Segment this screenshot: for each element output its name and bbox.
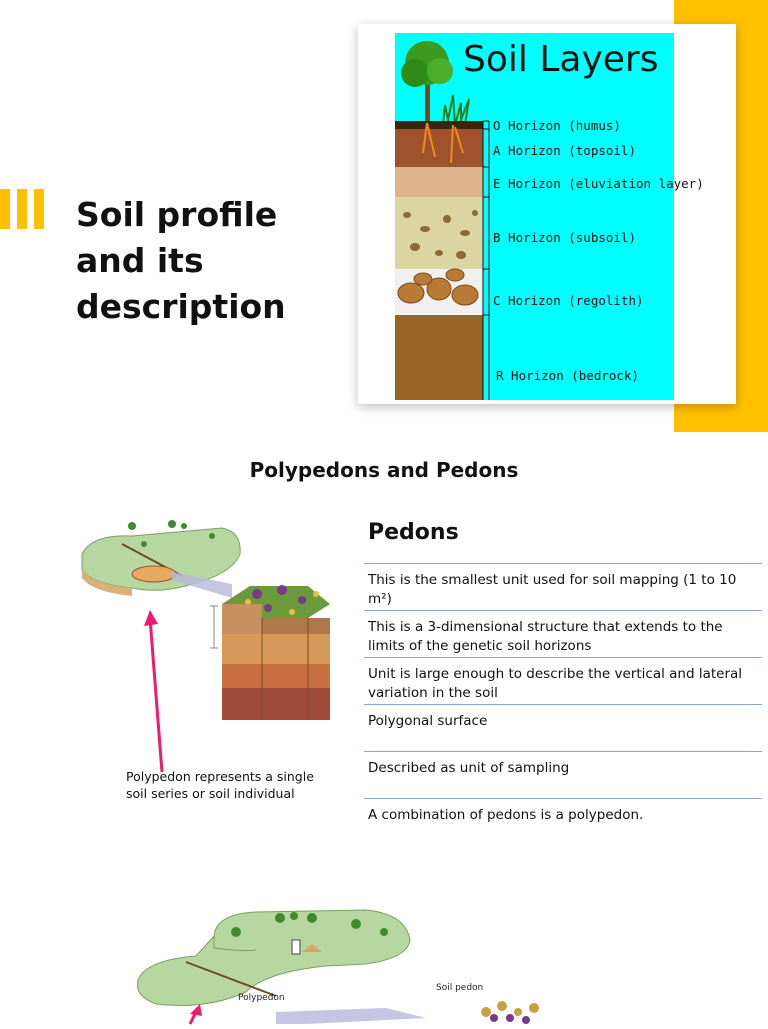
slide-title: Soil profile and its description	[76, 195, 286, 326]
polypedon-label: Polypedon	[238, 993, 285, 1003]
horizon-label-o: O Horizon (humus)	[493, 118, 621, 133]
soil-pedon-label: Soil pedon	[436, 983, 484, 993]
soil-profile-illustration	[395, 33, 674, 400]
pedons-heading: Pedons	[368, 520, 459, 545]
pedon-fact-row: Unit is large enough to describe the vertical and lateral variation in the soil	[364, 657, 762, 704]
soil-layers-figure	[358, 24, 736, 404]
polypedon-large-illustration	[126, 900, 546, 1024]
pedon-fact-row: Polygonal surface	[364, 704, 762, 751]
soil-layers-panel	[395, 33, 704, 400]
polypedon-caption: Polypedon represents a single soil series or soil individual	[126, 769, 314, 801]
pedon-fact-row: This is the smallest unit used for soil mapping (1 to 10 m²)	[364, 563, 762, 610]
horizon-label-e: E Horizon (eluviation layer)	[493, 176, 704, 191]
title-accent-bars	[0, 189, 48, 229]
polypedon-diagram-large	[126, 900, 546, 1024]
polypedon-diagram	[72, 514, 362, 726]
horizon-label-a: A Horizon (topsoil)	[493, 143, 636, 158]
section-title: Polypedons and Pedons	[249, 458, 519, 482]
polypedon-illustration	[72, 514, 362, 726]
pedon-fact-row: Described as unit of sampling	[364, 751, 762, 798]
pedon-fact-row: A combination of pedons is a polypedon.	[364, 798, 762, 845]
horizon-label-r: R Horizon (bedrock)	[496, 368, 639, 383]
soil-layers-heading: Soil Layers	[463, 39, 659, 80]
pedon-facts-table	[364, 563, 762, 845]
horizon-label-b: B Horizon (subsoil)	[493, 230, 636, 245]
pedon-fact-row: This is a 3-dimensional structure that extends to the limits of the genetic soil horizons	[364, 610, 762, 657]
horizon-label-c: C Horizon (regolith)	[493, 293, 644, 308]
